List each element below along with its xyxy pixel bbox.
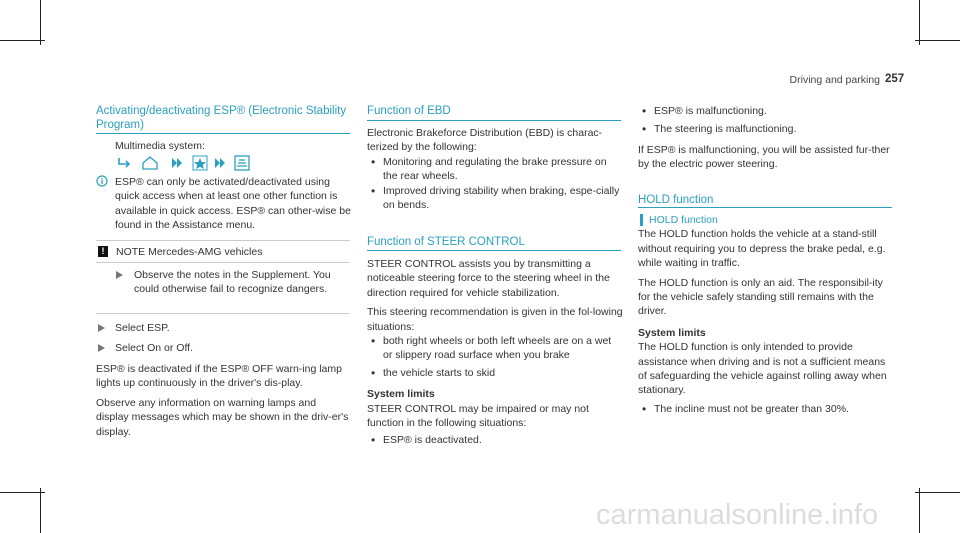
section-heading: HOLD function [638, 194, 714, 206]
step-arrow-icon [98, 324, 105, 332]
page-number: 257 [885, 73, 905, 85]
list-item-text: the vehicle starts to skid [383, 366, 496, 379]
crop-mark [919, 0, 920, 45]
system-limits-title: System limits [638, 326, 706, 339]
ebd-text: Electronic Brakeforce Distribution (EBD) is charac-terized by the following: [367, 127, 603, 154]
heading-rule [367, 250, 621, 251]
crop-mark [0, 40, 45, 41]
hold-aid-text: The HOLD function is only an aid. The responsibil-ity for the vehicle safely standing still remains with the driver. [638, 276, 883, 318]
note-box [96, 245, 350, 259]
running-header [760, 73, 880, 87]
hold-body [638, 213, 894, 416]
step-1-text: Select ESP. [115, 322, 170, 334]
list-item [367, 155, 623, 184]
list-item [367, 433, 623, 447]
warning-icon: ! [98, 246, 108, 257]
section-heading: Activating/deactivating ESP® (Electronic Stability Program) [96, 105, 347, 131]
list-item [638, 122, 892, 136]
hold-text: The HOLD function holds the vehicle at a stand-still without requiring you to depress the brake pedal, e.g. while waiting in traffic. [638, 228, 886, 270]
subheading-text: HOLD function [649, 214, 718, 226]
list-item [638, 104, 892, 118]
list-item-text: The steering is malfunctioning. [654, 123, 797, 136]
subheading-marker [640, 214, 643, 226]
note-title: NOTE Mercedes-AMG vehicles [116, 246, 263, 258]
list-item [367, 366, 623, 380]
column-1-paragraphs [96, 362, 350, 439]
esp-off-paragraph: ESP® is deactivated if the ESP® OFF warn-ing lamp lights up continuously in the driver's dis-play. [96, 363, 342, 390]
info-block [96, 175, 352, 233]
info-text: ESP® can only be activated/deactivated using quick access when at least one other function is available in quick access. ESP® can other-wise be found in the Assistance menu. [115, 176, 351, 232]
heading-rule [638, 207, 892, 208]
list-item-text: Monitoring and regulating the brake pressure on the rear wheels. [383, 155, 607, 183]
crop-mark [0, 492, 45, 493]
step-2 [96, 341, 350, 355]
list-item-text: The incline must not be greater than 30%. [654, 402, 849, 415]
list-item-text: Improved driving stability when braking, espe-cially on bends. [383, 184, 620, 212]
observe-paragraph: Observe any information on warning lamps and display messages which may be shown in the driv-er's display. [96, 396, 349, 438]
crop-mark [40, 0, 41, 45]
section-title: Driving and parking [789, 74, 880, 86]
column-3 [638, 104, 892, 172]
section-heading: Function of STEER CONTROL [367, 236, 525, 248]
steer-body [367, 257, 623, 448]
column-1-body [115, 139, 351, 175]
car-settings-icon [235, 156, 249, 170]
watermark: carmanualsonline.info [596, 499, 879, 531]
step-arrow-icon [98, 344, 105, 352]
power-steering-text: If ESP® is malfunctioning, you will be assisted fur-ther by the electric power steering. [638, 143, 890, 171]
double-chevron-icon [172, 158, 182, 168]
steer-heading-wrap [367, 235, 621, 249]
column-1 [96, 104, 350, 132]
menu-path [117, 155, 351, 173]
column-2 [367, 104, 621, 118]
crop-mark [915, 492, 960, 493]
limits-text: The HOLD function is only intended to provide assistance when driving and is not a sufficient means of safeguarding the vehicle against rolling away when stationary. [638, 341, 887, 397]
star-icon [193, 156, 207, 170]
hold-subheading [638, 213, 894, 227]
note-rule [96, 262, 350, 263]
heading-rule [367, 120, 621, 121]
list-item [367, 334, 623, 363]
home-icon [143, 157, 157, 169]
limits-text: STEER CONTROL may be impaired or may not function in the following situations: [367, 402, 589, 430]
step-arrow-icon [116, 271, 123, 279]
arrow-right-icon [119, 158, 129, 167]
heading-rule [96, 133, 350, 134]
steer-text: STEER CONTROL assists you by transmitting a noticeable steering force to the steering wheel in the direction required for vehicle stabilization. [367, 258, 610, 299]
section-heading: Function of EBD [367, 105, 451, 117]
note-step [96, 268, 350, 297]
note-rule [96, 240, 350, 241]
ebd-body [367, 126, 623, 212]
hold-heading-wrap [638, 193, 892, 207]
crop-mark [915, 40, 960, 41]
list-item [638, 402, 894, 416]
list-item-text: ESP® is deactivated. [383, 434, 482, 447]
note-text: Observe the notes in the Supplement. You could otherwise fail to recognize dangers. [134, 269, 331, 296]
list-item-text: both right wheels or both left wheels are on a wet or slippery road surface when you brake [383, 335, 612, 362]
step-2-text: Select On or Off. [115, 342, 194, 354]
double-chevron-icon [215, 158, 225, 168]
crop-mark [919, 488, 920, 533]
steer-text-2: This steering recommendation is given in the fol-lowing situations: [367, 306, 623, 333]
system-limits-title: System limits [367, 388, 435, 401]
info-icon [96, 175, 108, 191]
note-rule [96, 313, 350, 314]
step-1 [96, 321, 350, 335]
list-item-text: ESP® is malfunctioning. [654, 105, 767, 117]
crop-mark [40, 488, 41, 533]
path-intro: Multimedia system: [115, 140, 205, 152]
menu-path-icons [117, 155, 277, 171]
list-item [367, 184, 623, 213]
